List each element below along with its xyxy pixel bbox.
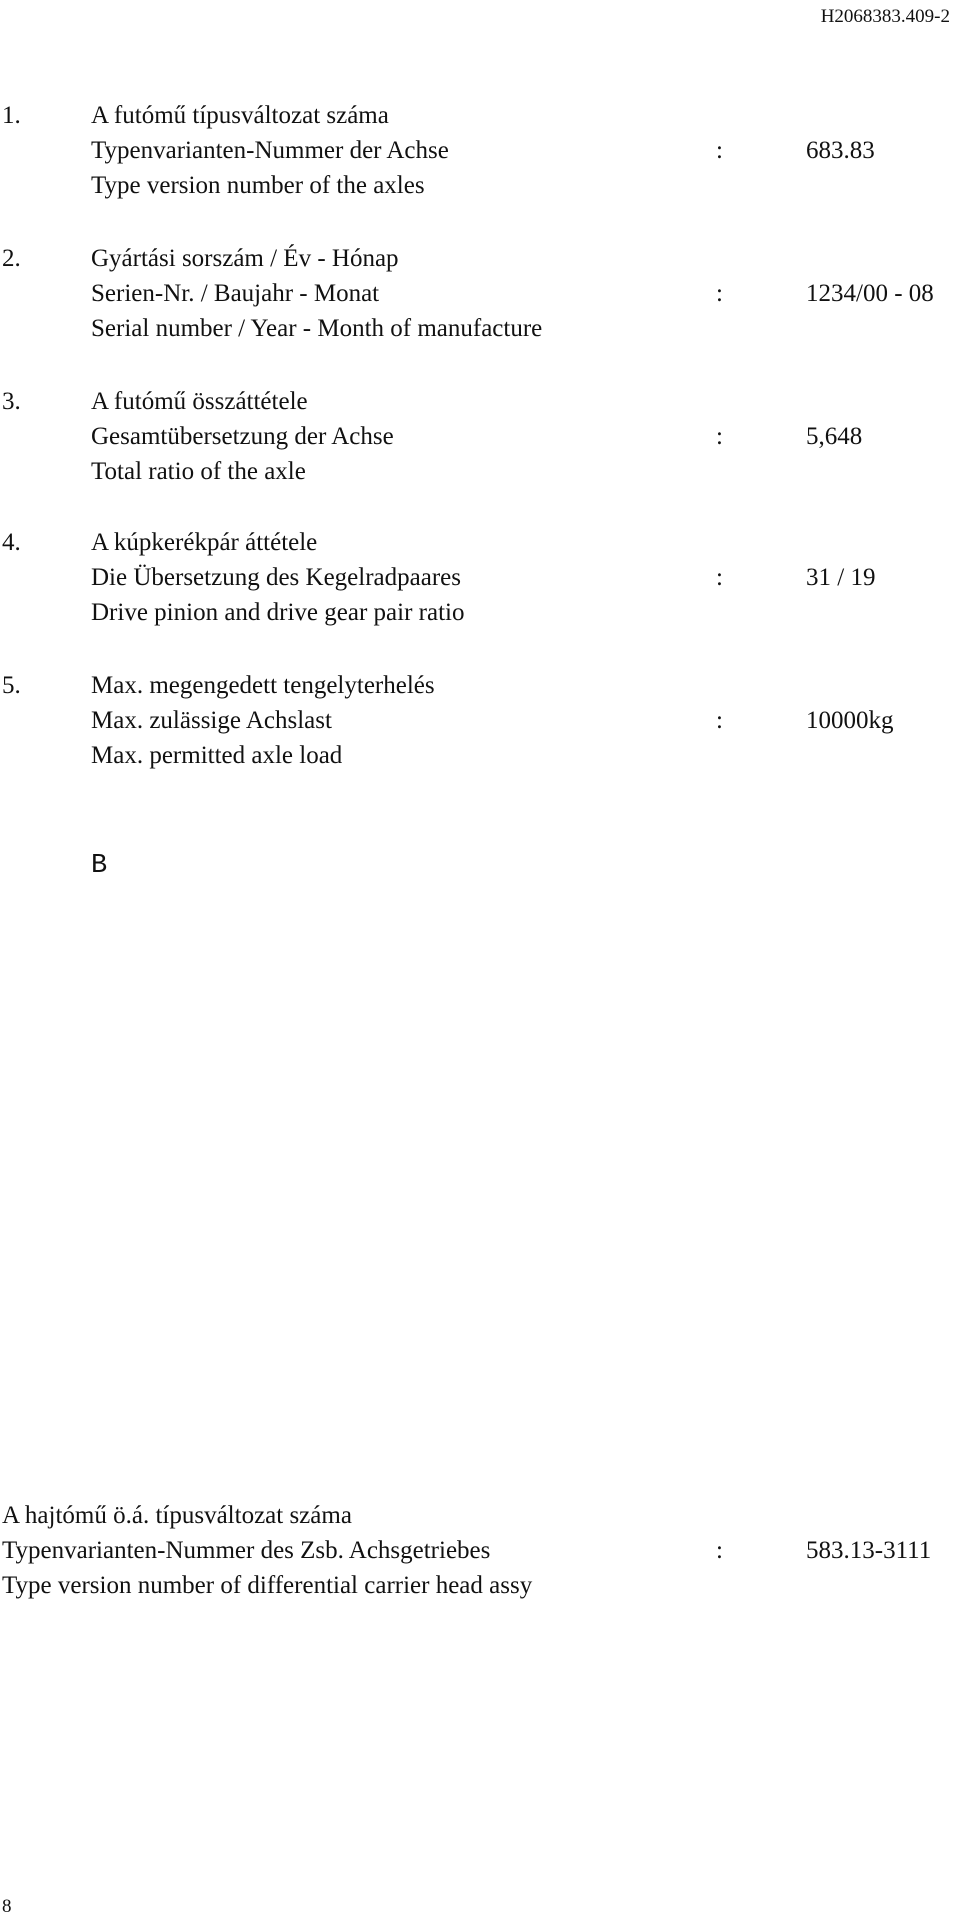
item-label-en: Type version number of the axles [91, 172, 425, 199]
diff-label-hu: A hajtómű ö.á. típusváltozat száma [2, 1502, 352, 1529]
item-label-de: Serien-Nr. / Baujahr - Monat [91, 280, 380, 307]
item-value: 5,648 [806, 423, 863, 450]
section-letter: B [91, 851, 108, 881]
item-label-en: Drive pinion and drive gear pair ratio [91, 599, 465, 626]
item-label-hu: Gyártási sorszám / Év - Hónap [91, 245, 399, 272]
item-value: 31 / 19 [806, 564, 876, 591]
item-label-en: Serial number / Year - Month of manufacture [91, 315, 543, 342]
item-number: 1. [2, 102, 21, 129]
item-colon: : [716, 280, 723, 307]
item-value: 10000kg [806, 707, 894, 734]
item-colon: : [716, 423, 723, 450]
document-number: H2068383.409-2 [820, 6, 950, 27]
page-number: 8 [2, 1896, 12, 1917]
item-label-de: Max. zulässige Achslast [91, 707, 332, 734]
item-label-hu: A futómű típusváltozat száma [91, 102, 389, 129]
item-number: 3. [2, 388, 21, 415]
item-number: 2. [2, 245, 21, 272]
item-colon: : [716, 564, 723, 591]
item-number: 4. [2, 529, 21, 556]
diff-label-en: Type version number of differential carrier head assy [2, 1572, 533, 1599]
item-colon: : [716, 137, 723, 164]
item-number: 5. [2, 672, 21, 699]
diff-value: 583.13-3111 [806, 1537, 932, 1564]
item-label-de: Die Übersetzung des Kegelradpaares [91, 564, 461, 591]
item-value: 1234/00 - 08 [806, 280, 934, 307]
item-label-hu: A futómű összáttétele [91, 388, 308, 415]
item-label-en: Total ratio of the axle [91, 458, 306, 485]
item-label-de: Typenvarianten-Nummer der Achse [91, 137, 449, 164]
diff-label-de: Typenvarianten-Nummer des Zsb. Achsgetriebes [2, 1537, 491, 1564]
item-label-hu: A kúpkerékpár áttétele [91, 529, 318, 556]
item-label-de: Gesamtübersetzung der Achse [91, 423, 394, 450]
item-colon: : [716, 707, 723, 734]
item-value: 683.83 [806, 137, 875, 164]
diff-colon: : [716, 1537, 723, 1564]
item-label-hu: Max. megengedett tengelyterhelés [91, 672, 435, 699]
item-label-en: Max. permitted axle load [91, 742, 343, 769]
